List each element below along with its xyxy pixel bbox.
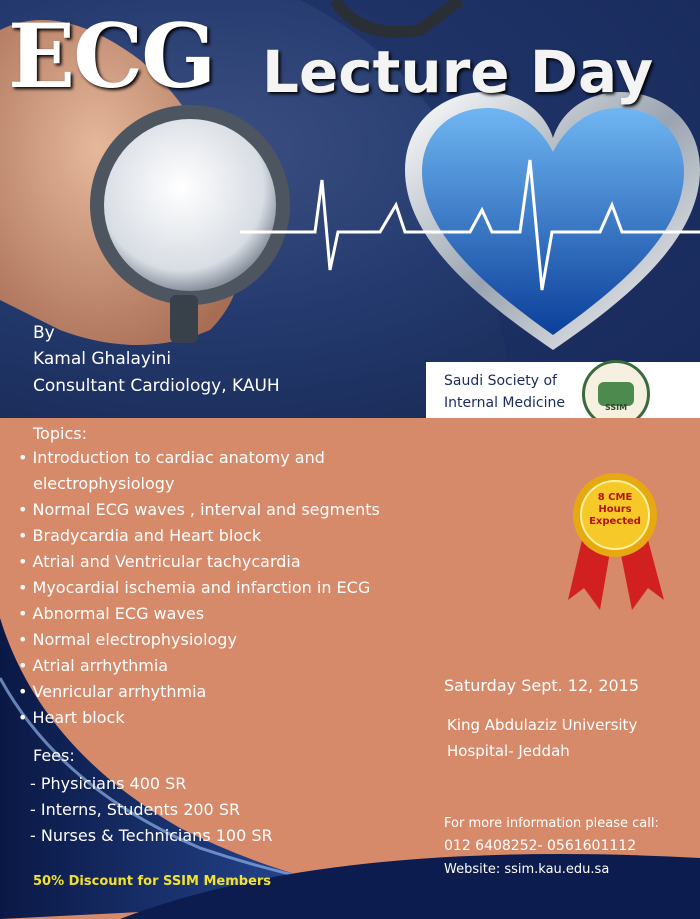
contact-website[interactable]: Website: ssim.kau.edu.sa: [444, 862, 610, 877]
topic-item: • Normal ECG waves , interval and segments: [18, 500, 380, 519]
stethoscope-icon: [104, 119, 276, 291]
society-name-line2: Internal Medicine: [444, 395, 565, 411]
topics-heading: Topics:: [33, 424, 87, 443]
event-venue-line2: Hospital- Jeddah: [447, 742, 570, 760]
speaker-position: Consultant Cardiology, KAUH: [33, 376, 280, 396]
badge-line1: 8 CME: [597, 492, 633, 503]
topic-item: • Normal electrophysiology: [18, 630, 237, 649]
fees-heading: Fees:: [33, 746, 75, 765]
topic-item: • Myocardial ischemia and infarction in ECG: [18, 578, 371, 597]
topic-item: • Bradycardia and Heart block: [18, 526, 262, 545]
badge-text: [582, 492, 648, 528]
badge-line2: Hours: [598, 504, 632, 515]
hero-banner: [0, 0, 700, 420]
topic-item: • Atrial and Ventricular tachycardia: [18, 552, 301, 571]
event-venue-line1: King Abdulaziz University: [447, 716, 638, 734]
topic-item: • Introduction to cardiac anatomy and: [18, 448, 325, 467]
topic-item: • Venricular arrhythmia: [18, 682, 207, 701]
fee-item: - Nurses & Technicians 100 SR: [30, 826, 273, 845]
discount-note: 50% Discount for SSIM Members: [33, 874, 272, 889]
topic-item: • Heart block: [18, 708, 125, 727]
topic-item: • Atrial arrhythmia: [18, 656, 169, 675]
contact-phones: 012 6408252- 0561601112: [444, 838, 637, 854]
topic-item: • Abnormal ECG waves: [18, 604, 205, 623]
society-name-line1: Saudi Society of: [444, 373, 557, 389]
event-date: Saturday Sept. 12, 2015: [444, 676, 640, 695]
society-logo-label: SSIM: [604, 403, 628, 412]
fee-item: - Interns, Students 200 SR: [30, 800, 241, 819]
society-panel: [426, 362, 700, 420]
contact-line1: For more information please call:: [444, 816, 659, 831]
title-lecture-day: Lecture Day: [262, 38, 654, 106]
speaker-name: Kamal Ghalayini: [33, 349, 172, 369]
fee-item: - Physicians 400 SR: [30, 774, 187, 793]
speaker-by: By: [33, 323, 55, 343]
title-ecg: ECG: [8, 4, 215, 108]
badge-line3: Expected: [589, 516, 641, 527]
topic-item-cont: electrophysiology: [33, 474, 175, 493]
